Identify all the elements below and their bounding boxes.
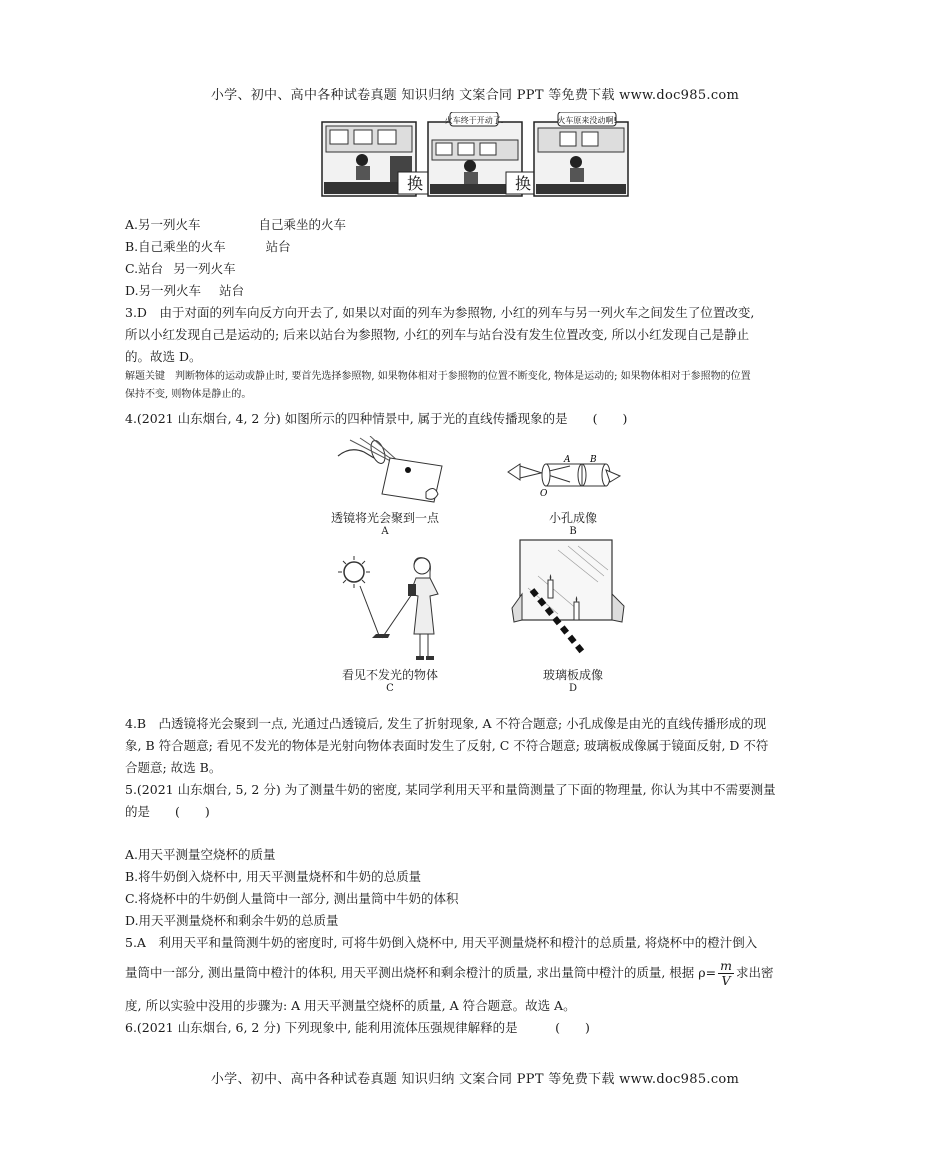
fig-b-label-a: A <box>564 455 571 465</box>
train-comic-illustration <box>320 112 632 200</box>
q3-key-line-2: 保持不变, 则物体是静止的。 <box>125 389 252 400</box>
q5-answer-line-3: 度, 所以实验中没用的步骤为: A 用天平测量空烧杯的质量, A 符合题意。故选 A。 <box>125 998 576 1013</box>
figure-a-caption: 透镜将光会聚到一点 <box>330 511 439 525</box>
q5-option-b: B.将牛奶倒入烧杯中, 用天平测量烧杯和牛奶的总质量 <box>125 869 422 884</box>
q4-answer-line-3: 合题意; 故选 B。 <box>125 760 222 775</box>
q5-answer-line-2: 量筒中一部分, 测出量筒中橙汁的体积, 用天平测出烧杯和剩余橙汁的质量, 求出量筒中橙汁的质量, 根据 ρ= $\frac{m}{V}$ 求出密 <box>125 958 774 988</box>
q3-key-line-1: 解题关键 判断物体的运动或静止时, 要首先选择参照物, 如果物体相对于参照物的位置不断变化, 物体是运动的; 如果物体相对于参照物的位置 <box>125 371 751 382</box>
figure-d-label: D <box>568 683 578 694</box>
q3-answer-line-2: 所以小红发现自己是运动的; 后来以站台为参照物, 小红的列车与站台没有发生位置改变, 所以小红发现自己是静止 <box>125 327 750 342</box>
figure-b-caption: 小孔成像 <box>548 511 597 525</box>
figure-d-caption: 玻璃板成像 <box>542 668 603 682</box>
comic-arrow-2-text: 换 <box>514 174 532 193</box>
comic-arrow-1-text: 换 <box>406 174 424 193</box>
q5-option-d: D.用天平测量烧杯和剩余牛奶的总质量 <box>125 913 339 928</box>
q3-option-b: B.自己乘坐的火车 站台 <box>125 239 291 254</box>
page-header: 小学、初中、高中各种试卷真题 知识归纳 文案合同 PPT 等免费下载 www.doc985.com <box>210 88 740 103</box>
key-label: 解题关键 <box>125 371 165 382</box>
comic-bubble-2: 火车原来没动啊! <box>557 116 617 125</box>
fig-b-label-b: B <box>590 455 597 465</box>
comic-arrow-1 <box>398 172 432 194</box>
q3-option-d: D.另一列火车 站台 <box>125 283 245 298</box>
q3-answer-line-3: 的。故选 D。 <box>125 349 202 364</box>
figure-a-lens-illustration <box>330 436 450 510</box>
q3-answer-line-1: 3.D 由于对面的列车向反方向开去了, 如果以对面的列车为参照物, 小红的列车与另一列火车之间发生了位置改变, <box>125 305 755 320</box>
q5-question-line-1: 5.(2021 山东烟台, 5, 2 分) 为了测量牛奶的密度, 某同学利用天平和量筒测量了下面的物理量, 你认为其中不需要测量 <box>125 782 776 797</box>
q4-question: 4.(2021 山东烟台, 4, 2 分) 如图所示的四种情景中, 属于光的直线传播现象的是 ( ) <box>125 411 628 426</box>
q4-answer-line-2: 象, B 符合题意; 看见不发光的物体是光射向物体表面时发生了反射, C 不符合题意; 玻璃板成像属于镜面反射, D 不符 <box>125 738 769 753</box>
figure-b-label: B <box>569 526 577 537</box>
figure-c-reflection-illustration <box>334 554 446 666</box>
figure-c-caption: 看见不发光的物体 <box>341 668 438 682</box>
q5-answer-line-1: 5.A 利用天平和量筒测牛奶的密度时, 可将牛奶倒入烧杯中, 用天平测量烧杯和橙汁的总质量, 将烧杯中的橙汁倒入 <box>125 935 758 950</box>
q5-question-line-2: 的是 ( ) <box>125 804 210 819</box>
q3-option-c: C.站台 另一列火车 <box>125 261 236 276</box>
figure-b-pinhole-illustration <box>506 452 630 502</box>
fig-b-label-o: O <box>540 489 548 499</box>
figure-a-label: A <box>381 526 389 537</box>
comic-bubble-1: 火车终于开动了. <box>444 116 504 125</box>
q4-answer-line-1: 4.B 凸透镜将光会聚到一点, 光通过凸透镜后, 发生了折射现象, A 不符合题意; 小孔成像是由光的直线传播形成的现 <box>125 716 767 731</box>
q3-option-a: A.另一列火车 自己乘坐的火车 <box>125 217 347 232</box>
page-footer: 小学、初中、高中各种试卷真题 知识归纳 文案合同 PPT 等免费下载 www.doc985.com <box>210 1072 740 1087</box>
q5-option-c: C.将烧杯中的牛奶倒人量筒中一部分, 测出量筒中牛奶的体积 <box>125 891 459 906</box>
comic-panel-3 <box>534 112 628 196</box>
q5-option-a: A.用天平测量空烧杯的质量 <box>125 847 276 862</box>
q6-question: 6.(2021 山东烟台, 6, 2 分) 下列现象中, 能利用流体压强规律解释的是 ( ) <box>125 1020 590 1035</box>
figure-d-glass-plate-illustration <box>508 536 628 660</box>
density-formula: $\frac{m}{V}$ <box>720 958 732 988</box>
figure-c-label: C <box>386 683 394 694</box>
